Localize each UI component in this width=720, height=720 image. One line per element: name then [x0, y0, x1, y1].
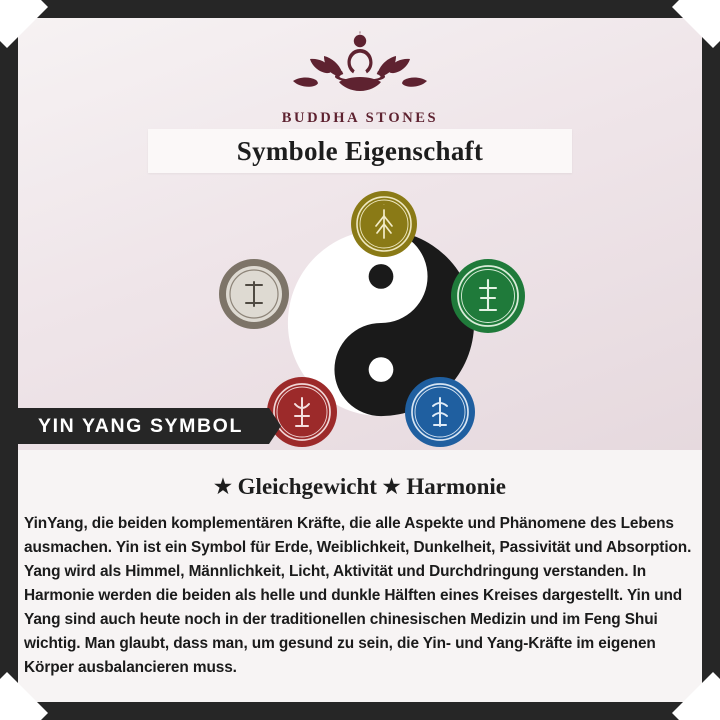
metal-element-icon [218, 258, 290, 330]
star-icon-left: ★ [213, 476, 232, 498]
medal-water [404, 376, 476, 448]
status-badge [18, 408, 269, 444]
subtitle-right: Harmonie [406, 474, 507, 499]
brand-name: BUDDHA STONES [281, 110, 439, 126]
medal-metal [218, 258, 290, 330]
title-banner [148, 129, 572, 173]
svg-text:·: · [383, 202, 385, 208]
lotus-buddha-icon [285, 28, 435, 106]
subtitle-left: Gleichgewicht [237, 474, 377, 499]
page-title: Symbole Eigenschaft [236, 135, 484, 166]
water-element-icon [404, 376, 476, 448]
subtitle [18, 474, 702, 500]
wood-element-icon [350, 190, 418, 258]
brand-logo [0, 28, 720, 127]
earth-element-icon [450, 258, 526, 334]
star-icon-right: ★ [382, 476, 401, 498]
medal-wood [350, 190, 418, 258]
tag-label: YIN YANG SYMBOL [38, 414, 243, 437]
body-paragraph: YinYang, die beiden komplementären Kräfte, die alle Aspekte und Phänomene des Lebens ausmachen. Yin ist ein Symbol für Erde, Weiblichkeit, Dunkelheit, Passivität und Absorption. Yang wird als Himmel, Männlichkeit, Licht, Aktivität und Durchdringung verstanden. In Harmonie werden die beiden als helle und dunkle Hälften eines Kreises dargestellt. Yin und Yang sind auch heute noch in der traditionellen chinesischen Medizin und im Feng Shui wichtig. Man glaubt, dass man, um gesund zu sein, die Yin- und Yang-Kräfte im eigenen Körper ausbalancieren muss. [24, 515, 692, 677]
medal-earth [450, 258, 526, 334]
